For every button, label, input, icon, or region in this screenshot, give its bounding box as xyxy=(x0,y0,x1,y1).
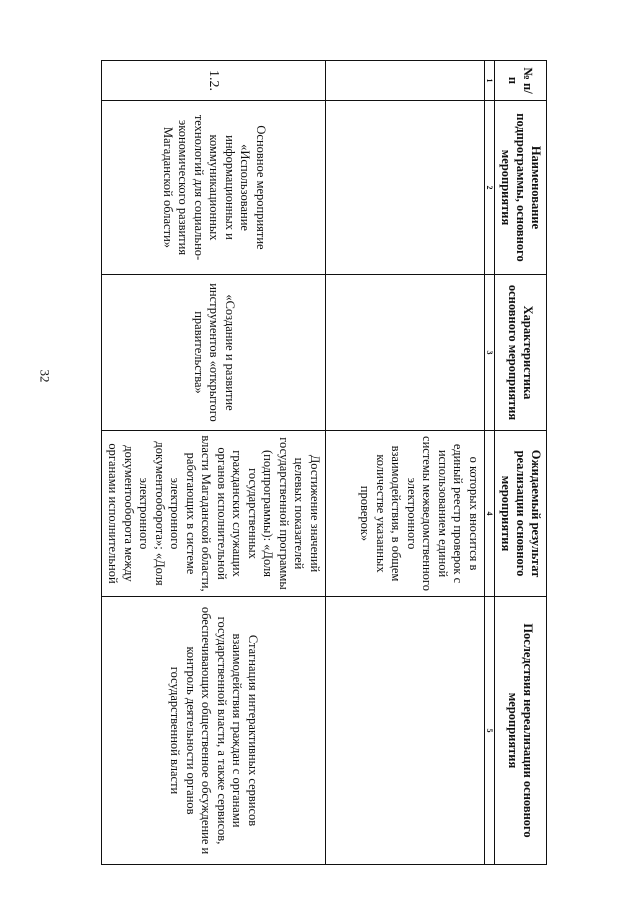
table-cell xyxy=(326,61,485,101)
column-number: 5 xyxy=(485,597,495,865)
table-cell: Стагнация интерактивных сервисов взаимодействия граждан с органами государственной власти, а также сервисов, обеспечивающих общественное обсуждение и контроль деятельности органов государственной власти xyxy=(102,597,326,865)
rotated-page-content xyxy=(106,60,547,864)
table-row xyxy=(102,61,326,865)
table-row xyxy=(326,61,485,865)
table-header-row xyxy=(495,61,547,865)
table-cell: Достижение значений целевых показателей государственной программы (подпрограммы): «Доля государственных гражданских служащих органов исполнительной власти Магаданской области, работающих в системе электронного документооборота»; «Доля электронного документооборота между органами исполнительной xyxy=(102,431,326,597)
events-table xyxy=(101,60,547,865)
table-cell: о которых вносится в единый реестр проверок с использованием единой системы межведомственного электронного взаимодействия, в общем количестве указанных проверок» xyxy=(326,431,485,597)
page-number: 32 xyxy=(37,369,53,383)
column-number: 4 xyxy=(485,431,495,597)
column-number-row xyxy=(485,61,495,865)
table-cell xyxy=(326,101,485,275)
column-number: 2 xyxy=(485,101,495,275)
table-cell xyxy=(326,275,485,431)
column-number: 1 xyxy=(485,61,495,101)
table-cell: Основное мероприятие «Использование информационных и коммуникационных технологий для социально-экономического развития Магаданской области» xyxy=(102,101,326,275)
header-number: № п/п xyxy=(495,61,547,101)
header-name: Наименование подпрограммы, основного мероприятия xyxy=(495,101,547,275)
header-expected-result: Ожидаемый результат реализации основного мероприятия xyxy=(495,431,547,597)
header-consequences: Последствия нереализации основного мероприятия xyxy=(495,597,547,865)
table-cell: «Создание и развитие инструментов «открытого правительства» xyxy=(102,275,326,431)
table-cell xyxy=(326,597,485,865)
row-number: 1.2. xyxy=(102,61,326,101)
header-characteristic: Характеристика основного мероприятия xyxy=(495,275,547,431)
column-number: 3 xyxy=(485,275,495,431)
